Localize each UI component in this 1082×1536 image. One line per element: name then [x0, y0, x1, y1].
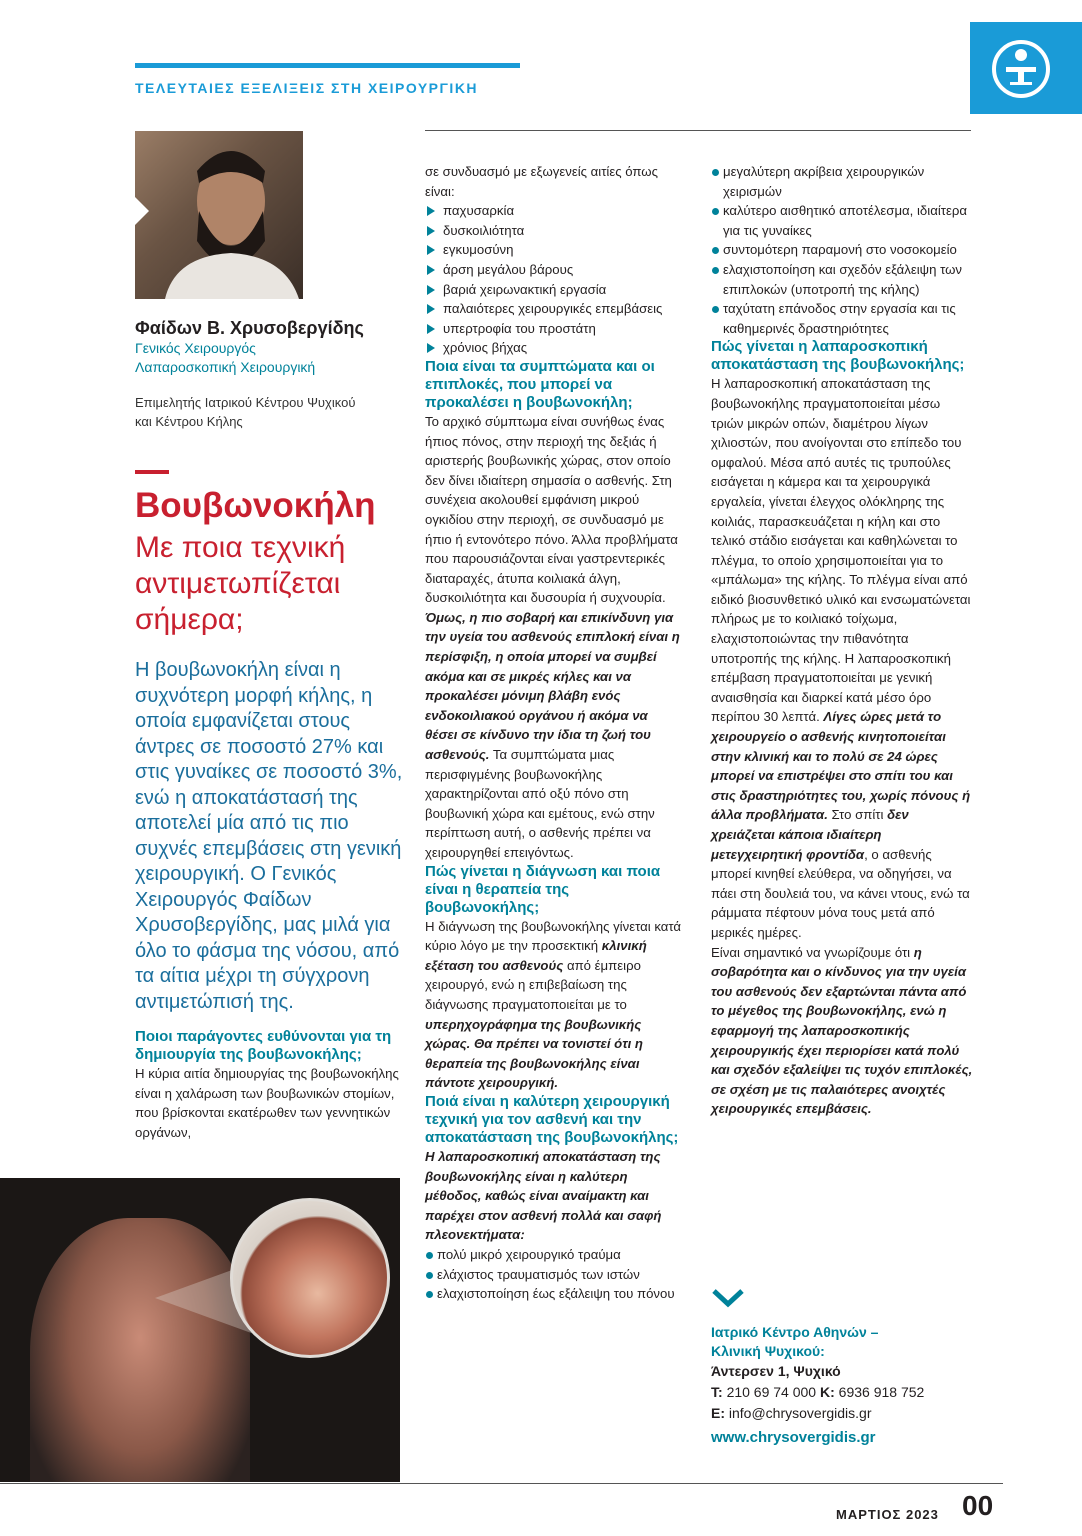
paragraph-text: Είναι σημαντικό να γνωρίζουμε ότι: [711, 944, 914, 960]
column-rule: [425, 130, 971, 131]
phone-label: T:: [711, 1384, 723, 1400]
author-role-line: και Κέντρου Κήλης: [135, 414, 243, 429]
author-title: Γενικός Χειρουργός: [135, 340, 256, 356]
chevron-down-icon: [711, 1288, 745, 1308]
emphasis-text: Όμως, η πιο σοβαρή και επικίνδυνη για την υγεία του ασθενούς επιπλοκή είναι η περίσφιξη, η οποία μπορεί να συμβεί ακόμα και σε μικρές κήλες και να προκαλέσει μόνιμη βλάβη ενός ενδοκοιλιακού οργάνου ή ακόμα να θέσει σε κίνδυνο την ίδια τη ζωή του ασθενούς.: [425, 609, 680, 763]
list-item: εγκυμοσύνη: [425, 240, 682, 260]
benefits-list: [711, 162, 973, 338]
section-heading: Ποιοι παράγοντες ευθύνονται για τη δημιουργία της βουβωνοκήλης;: [135, 1028, 392, 1063]
hernia-closeup: [230, 1198, 390, 1358]
mobile-label: K:: [819, 1384, 835, 1400]
list-item: ταχύτατη επάνοδος στην εργασία και τις καθημερινές δραστηριότητες: [711, 299, 973, 338]
list-item: ελαχιστοποίηση και σχεδόν εξάλειψη των επιπλοκών (υποτροπή της κήλης): [711, 260, 973, 299]
emphasis-text: η σοβαρότητα και ο κίνδυνος για την υγεία του ασθενούς δεν εξαρτώνται πάντα από το μέγεθος της βουβωνοκήλης, ενώ η εφαρμογή της λαπαροσκοπικής χειρουργικής έχει περιορίσει κατά πολύ και σχεδόν εξαλείψει τις τυχόν επιπλοκές, σε σχέση με τις παλαιότερες ανοιχτές χειρουργικές επεμβάσεις.: [711, 944, 973, 1117]
paragraph: σε συνδυασμό με εξωγενείς αιτίες όπως είναι:: [425, 164, 658, 199]
article-title: Βουβωνοκήλη: [135, 486, 376, 525]
paragraph: Το αρχικό σύμπτωμα είναι συνήθως ένας ήπιος πόνος, στην περιοχή της δεξιάς ή αριστερής βουβωνικής χώρας, στον οποίο δεν δίνει ιδιαίτερη σημασία ο ασθενής. Στη συνέχεια ακολουθεί εμφάνιση μικρού ογκιδίου στην περιοχή, σε συνδυασμό με ήπιο ή εντονότερο πόνο. Άλλα προβλήματα που παρουσιάζονται είναι γαστρεντερικές διαταραχές, άτυπα κοιλιακά άλγη, δυσκοιλιότητα και δυσουρία ή συχνουρία.: [425, 413, 678, 606]
contact-heading: Κλινική Ψυχικού:: [711, 1343, 825, 1359]
list-item: υπερτροφία του προστάτη: [425, 319, 682, 339]
author-role: [135, 393, 405, 431]
list-item: συντομότερη παραμονή στο νοσοκομείο: [711, 240, 973, 260]
section-tab: [970, 22, 1082, 114]
contact-phones: [711, 1382, 973, 1403]
section-heading: Πώς γίνεται η λαπαροσκοπική αποκατάσταση της βουβωνοκήλης;: [711, 338, 965, 374]
mobile-number[interactable]: 6936 918 752: [838, 1384, 925, 1400]
author-name: Φαίδων Β. Χρυσοβεργίδης: [135, 318, 364, 338]
paragraph: [425, 608, 682, 863]
emphasis-text: δεν χρειάζεται κάποια ιδιαίτερη μετεγχειρητική φροντίδα: [711, 807, 909, 862]
column-1-text: [135, 1028, 400, 1142]
list-item: παλαιότερες χειρουργικές επεμβάσεις: [425, 299, 682, 319]
paragraph-text: Η λαπαροσκοπική αποκατάσταση της βουβωνοκήλης πραγματοποιείται μέσω τριών μικρών οπών, διαμέτρου λίγων χιλιοστών, που ανοίγονται στο επίπεδο του ομφαλού. Μέσα από αυτές τις τρυπούλες εισάγεται η κάμερα και τα χειρουργικά εργαλεία, γίνεται έλεγχος ολόκληρης της κοιλιάς, παρασκευάζεται η κήλη και στο τελικό στάδιο εισάγεται και καθηλώνεται το πλέγμα, το οποίο χρησιμοποιείται για το «μπάλωμα» της κήλης. Το πλέγμα είναι από ειδικό βιοσυνθετικό υλικό και ενσωματώνεται πλήρως με το κοιλιακό τοίχωμα, ελαχιστοποιώντας την πιθανότητα υποτροπής της κήλης. Η λαπαροσκοπική επέμβαση πραγματοποιείται με γενική αναισθησία και διαρκεί κατά μέσο όρο περίπου 30 λεπτά.: [711, 376, 971, 725]
page-number: 00: [962, 1490, 994, 1521]
inguinal-hernia-anatomy-illustration: [0, 1178, 400, 1482]
list-item: μεγαλύτερη ακρίβεια χειρουργικών χειρισμών: [711, 162, 973, 201]
emphasis-text: κλινική εξέταση του ασθενούς: [425, 938, 647, 973]
author-portrait: [135, 131, 303, 299]
paragraph: [425, 917, 682, 1093]
author-role-line: Επιμελητής Ιατρικού Κέντρου Ψυχικού: [135, 395, 356, 410]
website-link[interactable]: www.chrysovergidis.gr: [711, 1429, 876, 1446]
emphasis-text: Λίγες ώρες μετά το χειρουργείο ο ασθενής κινητοποιείται στην κλινική και το πολύ σε 24 ώρες μπορεί να επιστρέψει στο σπίτι του και στις δραστηριότητες του, χωρίς πόνους ή άλλα προβλήματα.: [711, 709, 971, 823]
operating-table-icon: [990, 38, 1052, 100]
author-block: [135, 318, 405, 431]
list-item: δυσκοιλιότητα: [425, 221, 682, 241]
list-item: παχυσαρκία: [425, 201, 682, 221]
benefits-list: [425, 1245, 682, 1304]
list-item: πολύ μικρό χειρουργικό τραύμα: [425, 1245, 682, 1265]
list-item: καλύτερο αισθητικό αποτέλεσμα, ιδιαίτερα για τις γυναίκες: [711, 201, 973, 240]
list-item: ελάχιστος τραυματισμός των ιστών: [425, 1265, 682, 1285]
email-label: E:: [711, 1405, 725, 1421]
emphasis-text: υπερηχογράφημα της βουβωνικής χώρας. Θα πρέπει να τονιστεί ότι η θεραπεία της βουβωνοκήλης είναι πάντοτε χειρουργική.: [425, 1016, 643, 1091]
list-item: βαριά χειρωνακτική εργασία: [425, 280, 682, 300]
email-link[interactable]: info@chrysovergidis.gr: [728, 1405, 872, 1421]
article-lead: Η βουβωνοκήλη είναι η συχνότερη μορφή κήλης, η οποία εμφανίζεται στους άντρες σε ποσοστό 27% και στις γυναίκες σε ποσοστό 3%, ενώ η αποκατάστασή της αποτελεί μία από τις πιο συχνές επεμβάσεις στη γενική χειρουργική. Ο Γενικός Χειρουργός Φαίδων Χρυσοβεργίδης, μας μιλά για όλο το φάσμα της νόσου, από τα αίτια μέχρι τη σύγχρονη αντιμετώπισή της.: [135, 659, 403, 1013]
issue-date: ΜΑΡΤΙΟΣ 2023: [836, 1507, 939, 1522]
section-heading: Ποια είναι τα συμπτώματα και οι επιπλοκές, που μπορεί να προκαλέσει η βουβωνοκήλη;: [425, 357, 655, 411]
author-specialty: Λαπαροσκοπική Χειρουργική: [135, 359, 316, 375]
paragraph-text: , ο ασθενής μπορεί κινηθεί ελεύθερα, να οδηγήσει, να πάει στη δουλειά του, να κάνει ντους, ενώ τα ράμματα πέφτουν μόνα τους μετά από μερικές ημέρες.: [711, 846, 970, 940]
list-item: ελαχιστοποίηση έως εξάλειψη του πόνου: [425, 1284, 682, 1304]
contact-box: [711, 1288, 973, 1447]
paragraph: Η κύρια αιτία δημιουργίας της βουβωνοκήλης είναι η χαλάρωση των βουβωνικών στομίων, που βρίσκονται εκατέρωθεν των γεννητικών οργάνων,: [135, 1066, 399, 1140]
paragraph: [711, 943, 973, 1119]
paragraph-text: Στο σπίτι: [827, 807, 888, 823]
footer-rule: [0, 1483, 1003, 1484]
paragraph-text: Τα συμπτώματα μιας περισφιγμένης βουβωνοκήλης χαρακτηρίζονται από οξύ πόνο στη βουβωνική χώρα και εμέτους, ενώ στην περίπτωση αυτή, ο ασθενής πρέπει να χειρουργηθεί επειγόντως.: [425, 747, 655, 860]
causes-list: [425, 201, 682, 358]
article-subtitle: Με ποια τεχνική αντιμετωπίζεται σήμερα;: [135, 531, 346, 636]
section-heading: Ποιά είναι η καλύτερη χειρουργική τεχνική για τον ασθενή και την αποκατάσταση της βουβωνοκήλης;: [425, 1092, 679, 1146]
paragraph-text: από έμπειρο χειρουργό, ενώ η επιβεβαίωση της διάγνωσης πραγματοποιείται με το: [425, 957, 641, 1012]
paragraph: [711, 374, 973, 942]
contact-heading: Ιατρικό Κέντρο Αθηνών –: [711, 1324, 879, 1340]
header-accent-bar: [135, 63, 520, 68]
column-3-text: [711, 162, 973, 1119]
emphasis-text: Η λαπαροσκοπική αποκατάσταση της βουβωνοκήλης είναι η καλύτερη μέθοδος, καθώς είναι αναίμακτη και παρέχει στον ασθενή πολλά και σαφή πλεονεκτήματα:: [425, 1148, 662, 1243]
section-heading: Πώς γίνεται η διάγνωση και ποια είναι η θεραπεία της βουβωνοκήλης;: [425, 862, 661, 916]
column-2-text: [425, 162, 682, 1304]
list-item: χρόνιος βήχας: [425, 338, 682, 358]
contact-email-line: [711, 1403, 973, 1424]
contact-address: Άντερσεν 1, Ψυχικό: [711, 1363, 841, 1379]
paragraph: [425, 1147, 682, 1245]
section-label: ΤΕΛΕΥΤΑΙΕΣ ΕΞΕΛΙΞΕΙΣ ΣΤΗ ΧΕΙΡΟΥΡΓΙΚΗ: [135, 80, 479, 96]
title-accent-dash: [135, 470, 169, 474]
photo-arrow: [135, 197, 149, 225]
phone-number[interactable]: 210 69 74 000: [726, 1384, 817, 1400]
paragraph-text: Η διάγνωση της βουβωνοκήλης γίνεται κατά κύριο λόγο με την προσεκτική: [425, 918, 682, 954]
list-item: άρση μεγάλου βάρους: [425, 260, 682, 280]
